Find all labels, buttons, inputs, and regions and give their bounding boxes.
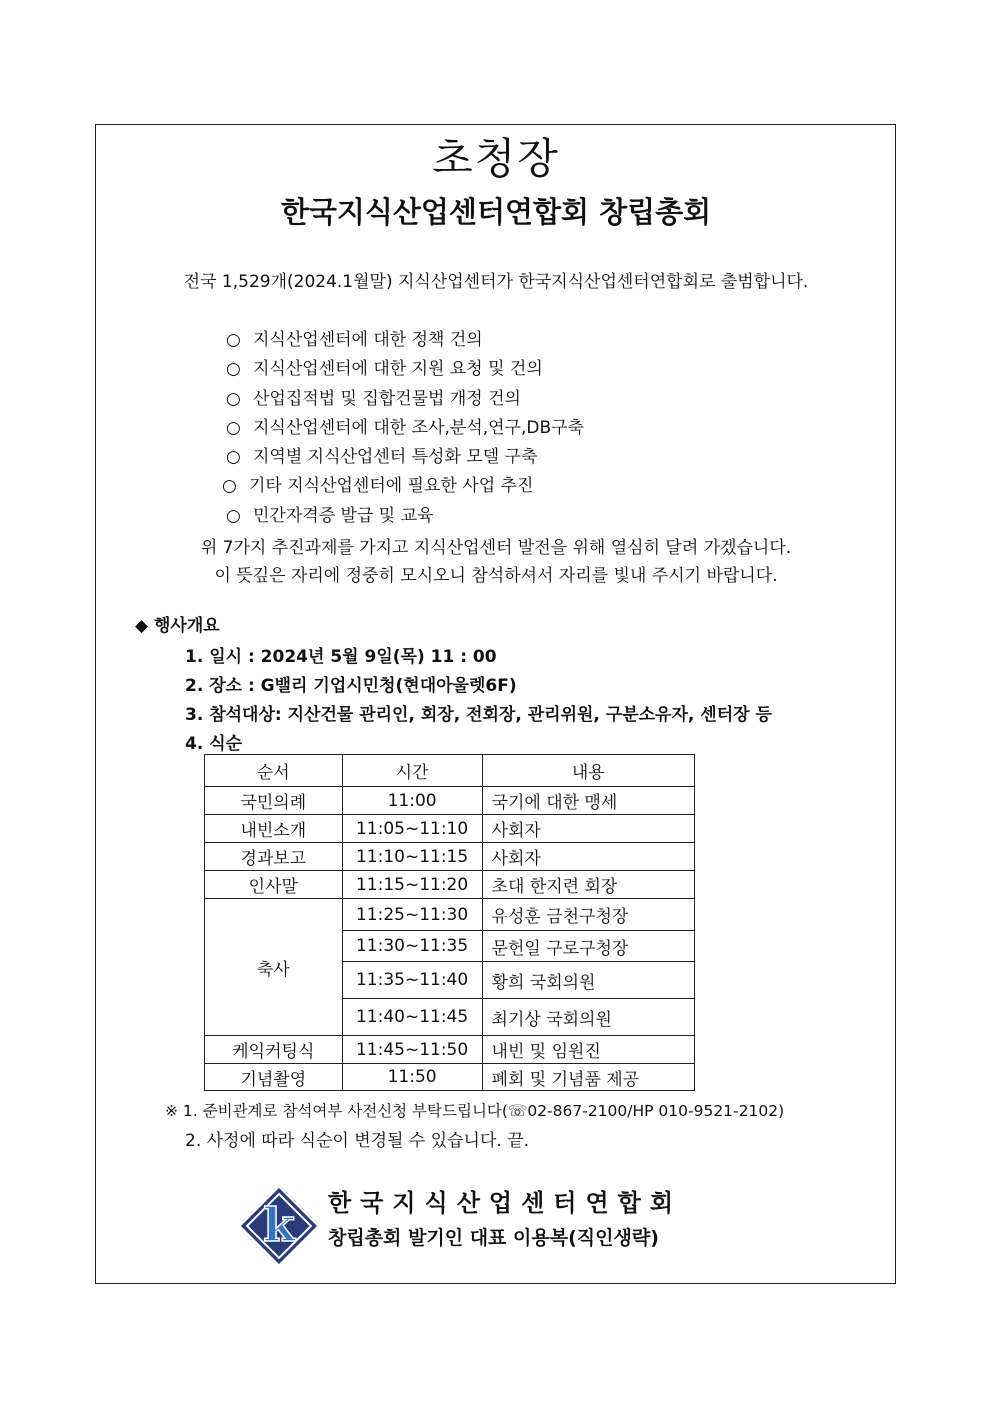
circle-bullet-icon: ○ — [222, 476, 237, 497]
section-title: 행사개요 — [154, 616, 220, 636]
table-cell: 11:50 — [342, 1064, 482, 1091]
circle-bullet-icon: ○ — [226, 388, 241, 409]
agenda-item-text: 산업집적법 및 집합건물법 개정 건의 — [253, 388, 521, 409]
table-header: 시간 — [342, 755, 482, 787]
circle-bullet-icon: ○ — [226, 417, 241, 438]
agenda-item-text: 지식산업센터에 대한 정책 건의 — [253, 330, 483, 350]
diamond-icon: ◆ — [135, 616, 149, 636]
logo-letter: k — [263, 1198, 295, 1252]
signer-line: 창립총회 발기인 대표 이용복(직인생략) — [328, 1227, 659, 1249]
table-cell: 11:25~11:30 — [342, 899, 482, 931]
table-row — [205, 1064, 695, 1091]
agenda-item-text: 지식산업센터에 대한 지원 요청 및 건의 — [253, 359, 543, 380]
table-header: 내용 — [482, 755, 694, 787]
table-cell: 인사말 — [205, 871, 343, 899]
table-row — [205, 1036, 695, 1064]
table-cell: 초대 한지련 회장 — [482, 871, 694, 899]
table-cell: 내빈소개 — [205, 815, 343, 843]
table-cell: 11:15~11:20 — [342, 871, 482, 899]
agenda-item-text: 기타 지식산업센터에 필요한 사업 추진 — [249, 476, 534, 497]
table-cell: 사회자 — [482, 815, 694, 843]
table-cell: 11:30~11:35 — [342, 931, 482, 962]
table-row — [205, 843, 695, 871]
table-row — [205, 787, 695, 815]
closing-line-1: 위 7가지 추진과제를 가지고 지식산업센터 발전을 위해 열심히 달려 가겠습니다. — [200, 538, 792, 558]
agenda-item — [222, 472, 584, 501]
page-title: 초청장 — [432, 134, 560, 183]
agenda-item-text: 지역별 지식산업센터 특성화 모델 구축 — [253, 447, 538, 468]
table-cell: 폐회 및 기념품 제공 — [482, 1064, 694, 1091]
table-row — [205, 815, 695, 843]
section-heading — [135, 611, 220, 636]
table-header: 순서 — [205, 755, 343, 787]
intro-text: 전국 1,529개(2024.1월말) 지식산업센터가 한국지식산업센터연합회로 출범합니다. — [183, 272, 809, 292]
table-cell: 국기에 대한 맹세 — [482, 787, 694, 815]
table-row — [205, 871, 695, 899]
agenda-item — [226, 326, 584, 355]
program-table — [204, 754, 695, 1091]
table-cell: 11:40~11:45 — [342, 999, 482, 1036]
table-cell: 황희 국회의원 — [482, 962, 694, 999]
table-cell: 경과보고 — [205, 843, 343, 871]
table-cell: 기념촬영 — [205, 1064, 343, 1091]
note-rsvp: ※ 1. 준비관계로 참석여부 사전신청 부탁드립니다(☏02-867-2100/HP 010-9521-2102) — [165, 1102, 785, 1120]
agenda-item — [226, 502, 584, 531]
agenda-item — [226, 355, 584, 384]
table-cell: 11:10~11:15 — [342, 843, 482, 871]
note-change: 2. 사정에 따라 식순이 변경될 수 있습니다. 끝. — [185, 1131, 530, 1151]
table-cell: 내빈 및 임원진 — [482, 1036, 694, 1064]
agenda-item — [226, 385, 584, 414]
table-cell: 케익커팅식 — [205, 1036, 343, 1064]
circle-bullet-icon: ○ — [226, 359, 241, 380]
table-cell: 사회자 — [482, 843, 694, 871]
table-header-row — [205, 755, 695, 787]
organization-name: 한국지식산업센터연합회 — [328, 1189, 683, 1217]
detail-program: 4. 식순 — [185, 734, 243, 754]
table-cell: 문헌일 구로구청장 — [482, 931, 694, 962]
table-cell-congrats: 축사 — [205, 899, 343, 1036]
circle-bullet-icon: ○ — [226, 330, 241, 350]
detail-attendees: 3. 참석대상: 지산건물 관리인, 회장, 전회장, 관리위원, 구분소유자, 센터장 등 — [185, 705, 772, 725]
agenda-list — [222, 326, 584, 531]
table-cell: 국민의례 — [205, 787, 343, 815]
closing-line-2: 이 뜻깊은 자리에 정중히 모시오니 참석하셔서 자리를 빛내 주시기 바랍니다. — [214, 566, 778, 586]
event-subtitle: 한국지식산업센터연합회 창립총회 — [280, 195, 712, 229]
agenda-item-text: 지식산업센터에 대한 조사,분석,연구,DB구축 — [253, 417, 584, 438]
table-cell: 11:35~11:40 — [342, 962, 482, 999]
table-cell: 11:00 — [342, 787, 482, 815]
circle-bullet-icon: ○ — [226, 505, 241, 526]
association-logo — [240, 1187, 318, 1265]
detail-place: 2. 장소 : G밸리 기업시민청(현대아울렛6F) — [185, 676, 517, 696]
agenda-item — [226, 414, 584, 443]
table-cell: 11:05~11:10 — [342, 815, 482, 843]
circle-bullet-icon: ○ — [226, 447, 241, 468]
table-cell: 최기상 국회의원 — [482, 999, 694, 1036]
detail-date: 1. 일시 : 2024년 5월 9일(목) 11 : 00 — [185, 647, 497, 667]
agenda-item-text: 민간자격증 발급 및 교육 — [253, 505, 434, 526]
table-cell: 11:45~11:50 — [342, 1036, 482, 1064]
agenda-item — [226, 443, 584, 472]
table-row — [205, 899, 695, 931]
table-cell: 유성훈 금천구청장 — [482, 899, 694, 931]
